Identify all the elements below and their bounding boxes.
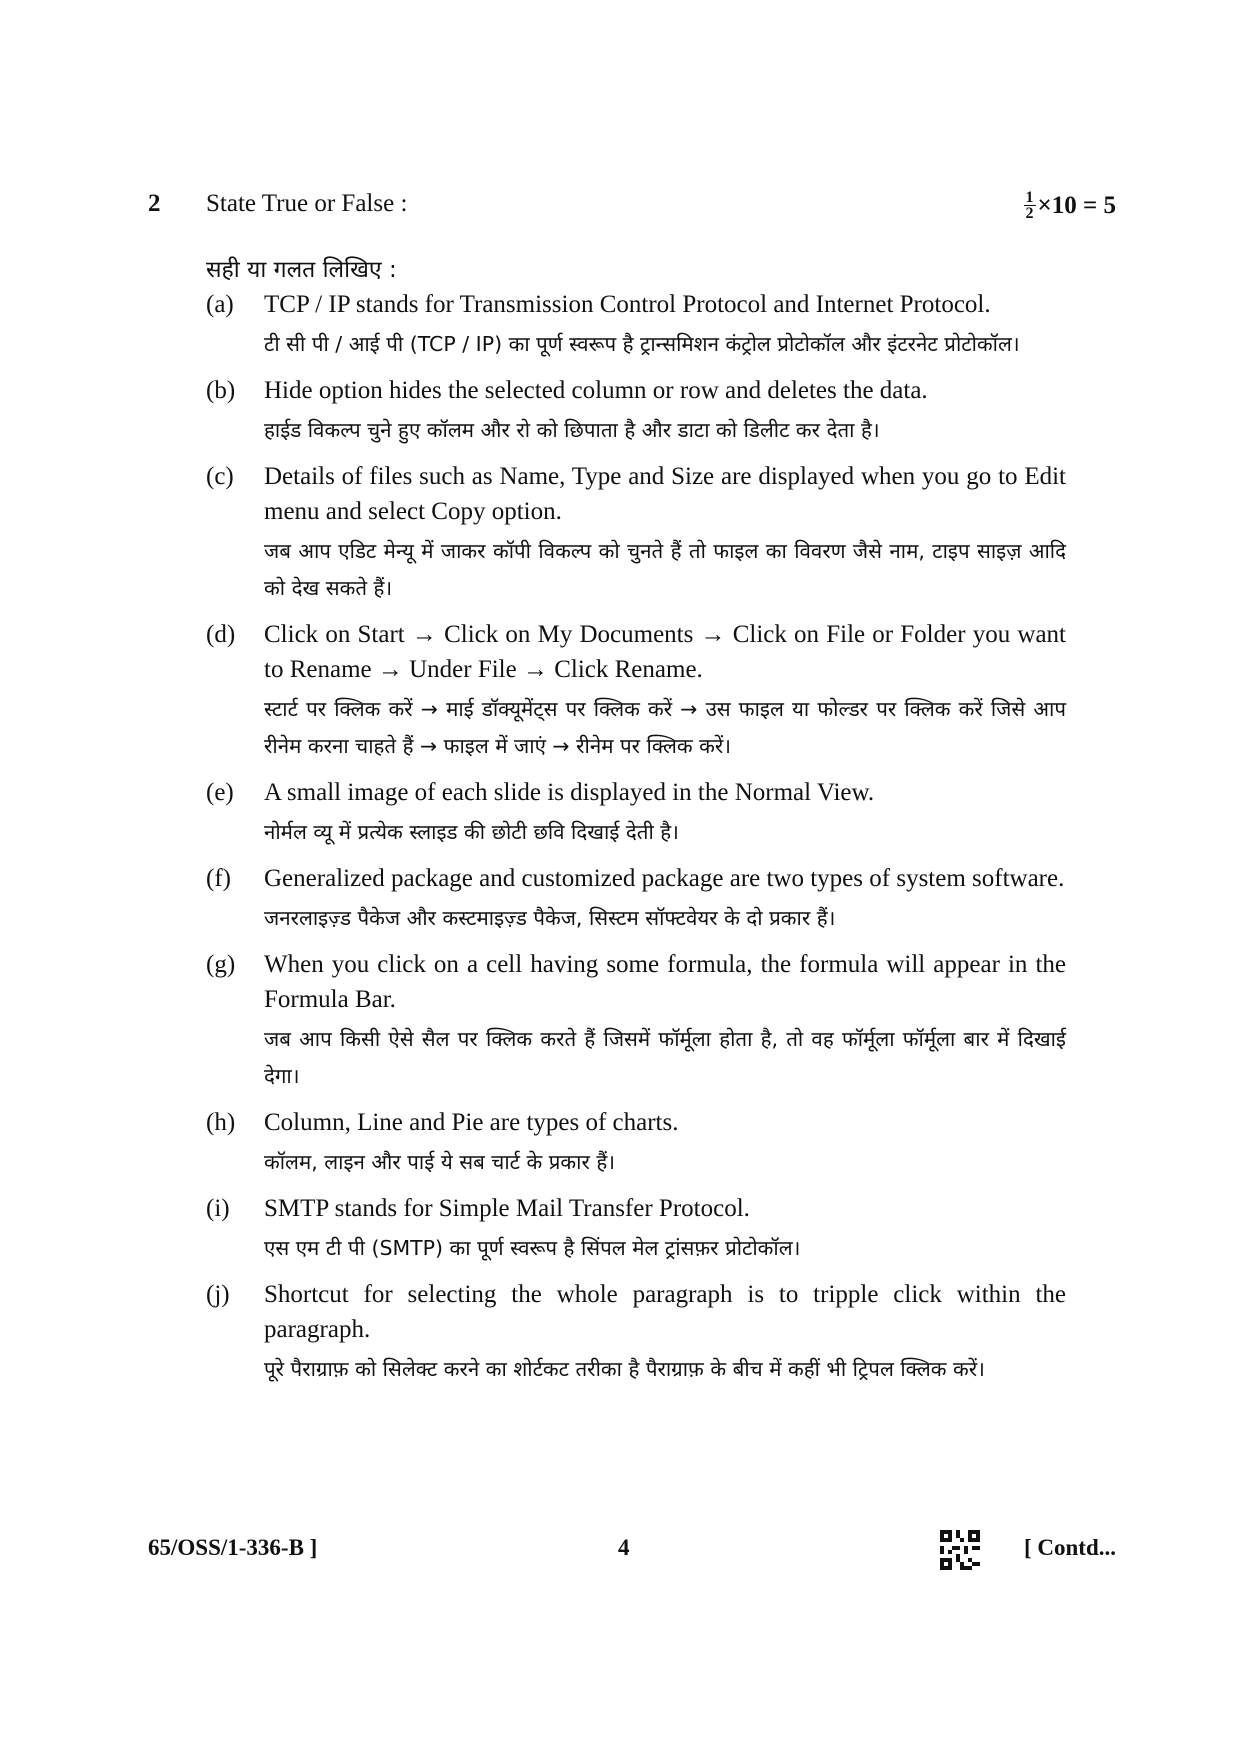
marks-total: ×10 = 5	[1037, 191, 1116, 219]
item-label: (i)	[206, 1195, 230, 1222]
question-item	[206, 861, 1066, 937]
item-body	[264, 459, 1066, 607]
item-statement-english: A small image of each slide is displayed in the Normal View.	[264, 779, 875, 806]
item-body	[264, 947, 1066, 1095]
item-statement-english: Column, Line and Pie are types of charts.	[264, 1109, 679, 1136]
item-label: (h)	[206, 1109, 236, 1136]
question-item	[206, 459, 1066, 607]
question-item	[206, 1277, 1066, 1388]
item-label: (a)	[206, 291, 234, 318]
item-label: (f)	[206, 865, 231, 892]
item-body	[264, 1105, 1066, 1181]
item-body	[264, 287, 1066, 363]
question-item	[206, 947, 1066, 1095]
question-title: State True or False :	[206, 190, 408, 217]
item-statement-english: SMTP stands for Simple Mail Transfer Protocol.	[264, 1195, 750, 1222]
item-label: (g)	[206, 951, 236, 978]
item-body	[264, 775, 1066, 851]
question-title-hindi: सही या गलत लिखिए :	[206, 257, 397, 283]
item-statement-hindi: कॉलम, लाइन और पाई ये सब चार्ट के प्रकार हैं।	[264, 1150, 616, 1174]
item-statement-hindi: नोर्मल व्यू में प्रत्येक स्लाइड की छोटी छवि दिखाई देती है।	[264, 820, 679, 844]
item-label: (c)	[206, 463, 234, 490]
paper-code: 65/OSS/1-336-B ]	[148, 1535, 318, 1560]
item-statement-hindi: जब आप किसी ऐसे सैल पर क्लिक करते हैं जिसमें फॉर्मूला होता है, तो वह फॉर्मूला फॉर्मूला बार में दिखाई देगा।	[264, 1027, 1066, 1088]
item-statement-english: Hide option hides the selected column or row and deletes the data.	[264, 377, 928, 404]
marks-numerator: 1	[1025, 189, 1034, 206]
item-statement-english: When you click on a cell having some formula, the formula will appear in the Formula Bar.	[264, 951, 1066, 1013]
question-items	[206, 287, 1066, 1398]
item-label: (e)	[206, 779, 234, 806]
item-body	[264, 1191, 1066, 1267]
item-statement-english: Click on Start → Click on My Documents → Click on File or Folder you want to Rename → Under File → Click Rename.	[264, 621, 1066, 683]
item-label: (b)	[206, 377, 236, 404]
item-body	[264, 617, 1066, 765]
question-item	[206, 373, 1066, 449]
item-statement-hindi: स्टार्ट पर क्लिक करें → माई डॉक्यूमेंट्स पर क्लिक करें → उस फाइल या फोल्डर पर क्लिक करें जिसे आप रीनेम करना चाहते हैं → फाइल में जाएं → रीनेम पर क्लिक करें।	[264, 697, 1066, 758]
item-statement-hindi: जनरलाइज़्ड पैकेज और कस्टमाइज़्ड पैकेज, सिस्टम सॉफ्टवेयर के दो प्रकार हैं।	[264, 906, 836, 930]
item-label: (d)	[206, 621, 236, 648]
item-statement-hindi: टी सी पी / आई पी (TCP / IP) का पूर्ण स्वरूप है ट्रान्समिशन कंट्रोल प्रोटोकॉल और इंटरनेट प्रोटोकॉल।	[264, 332, 1020, 356]
item-statement-english: Generalized package and customized package are two types of system software.	[264, 865, 1065, 892]
marks-fraction	[1024, 190, 1036, 221]
page-number: 4	[618, 1535, 630, 1560]
question-item	[206, 287, 1066, 363]
item-body	[264, 861, 1066, 937]
item-statement-hindi: एस एम टी पी (SMTP) का पूर्ण स्वरूप है सिंपल मेल ट्रांसफ़र प्रोटोकॉल।	[264, 1236, 801, 1260]
item-label: (j)	[206, 1281, 230, 1308]
marks-denominator: 2	[1025, 205, 1034, 222]
item-statement-hindi: जब आप एडिट मेन्यू में जाकर कॉपी विकल्प को चुनते हैं तो फाइल का विवरण जैसे नाम, टाइप साइज़ आदि को देख सकते हैं।	[264, 539, 1066, 600]
question-item	[206, 775, 1066, 851]
item-statement-english: Shortcut for selecting the whole paragraph is to tripple click within the paragraph.	[264, 1281, 1066, 1343]
qr-code-icon	[940, 1530, 980, 1570]
continued-marker: [ Contd...	[1023, 1535, 1116, 1560]
question-item	[206, 1191, 1066, 1267]
item-statement-hindi: हाईड विकल्प चुने हुए कॉलम और रो को छिपाता है और डाटा को डिलीट कर देता है।	[264, 418, 880, 442]
question-marks	[1024, 190, 1117, 221]
item-statement-hindi: पूरे पैराग्राफ़ को सिलेक्ट करने का शोर्टकट तरीका है पैराग्राफ़ के बीच में कहीं भी ट्रिपल क्लिक करें।	[264, 1357, 985, 1381]
question-item	[206, 1105, 1066, 1181]
item-statement-english: TCP / IP stands for Transmission Control Protocol and Internet Protocol.	[264, 291, 991, 318]
question-number: 2	[148, 190, 161, 217]
item-body	[264, 1277, 1066, 1388]
question-item	[206, 617, 1066, 765]
item-body	[264, 373, 1066, 449]
item-statement-english: Details of files such as Name, Type and Size are displayed when you go to Edit menu and select Copy option.	[264, 463, 1066, 525]
